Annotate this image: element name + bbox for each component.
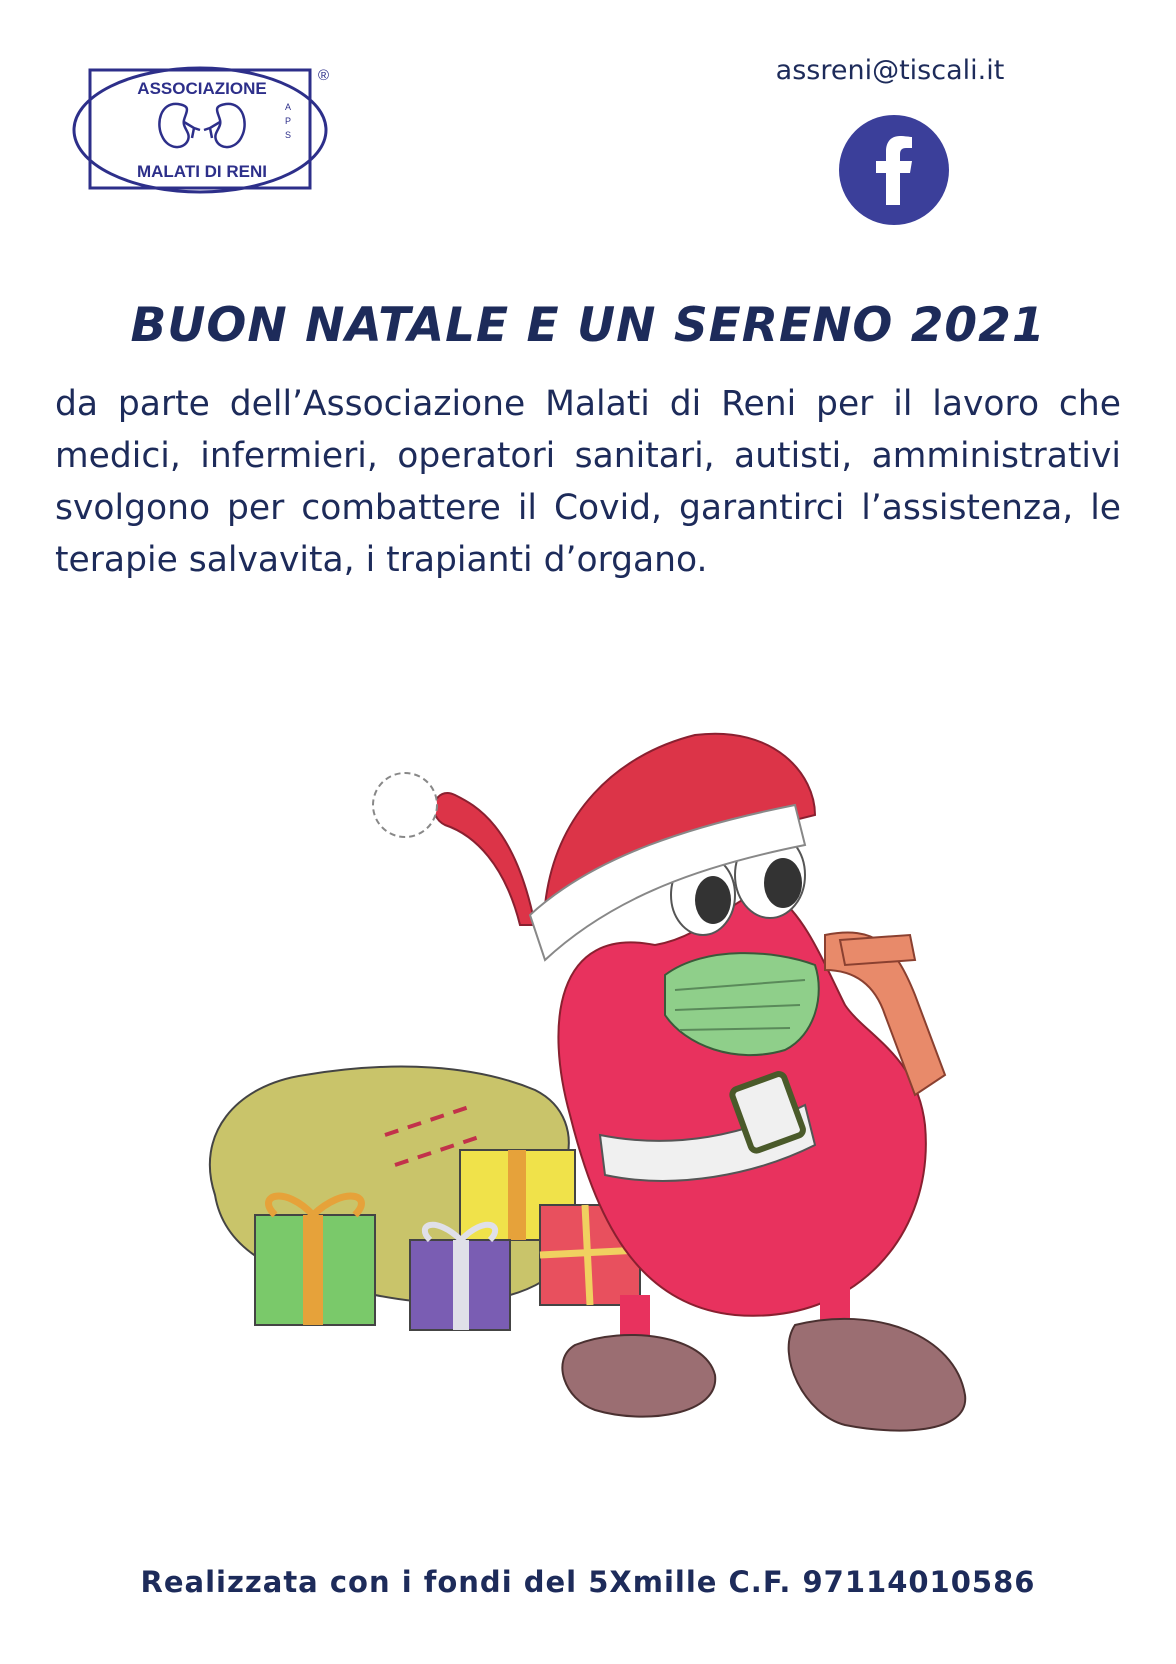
svg-text:A: A <box>284 102 292 112</box>
headline: BUON NATALE E UN SERENO 2021 <box>130 298 1046 353</box>
greeting-message: da parte dell’Associazione Malati di Reni per il lavoro che medici, infermieri, operatori sanitari, autisti, amministrativi svolgono per combattere il Covid, garantirci l’assistenza, le terapie salvavita, i trapianti d’organo. <box>55 384 1121 580</box>
svg-text:S: S <box>284 130 292 140</box>
logo-side-text <box>285 102 291 140</box>
kidney-santa-illustration <box>175 695 1055 1555</box>
logo-line1: ASSOCIAZIONE <box>137 79 267 98</box>
logo-line2: MALATI DI RENI <box>136 162 268 181</box>
association-logo <box>70 58 340 208</box>
kidney-logo-icon <box>159 104 244 147</box>
footer-note: Realizzata con i fondi del 5Xmille C.F. 97114010586 <box>140 1565 1036 1599</box>
green-gift <box>255 1196 375 1325</box>
email-link[interactable]: assreni@tiscali.it <box>775 55 1005 86</box>
purple-gift <box>410 1225 510 1330</box>
facebook-icon[interactable] <box>837 113 951 227</box>
svg-text:P: P <box>284 116 292 126</box>
registered-mark: ® <box>318 67 330 84</box>
